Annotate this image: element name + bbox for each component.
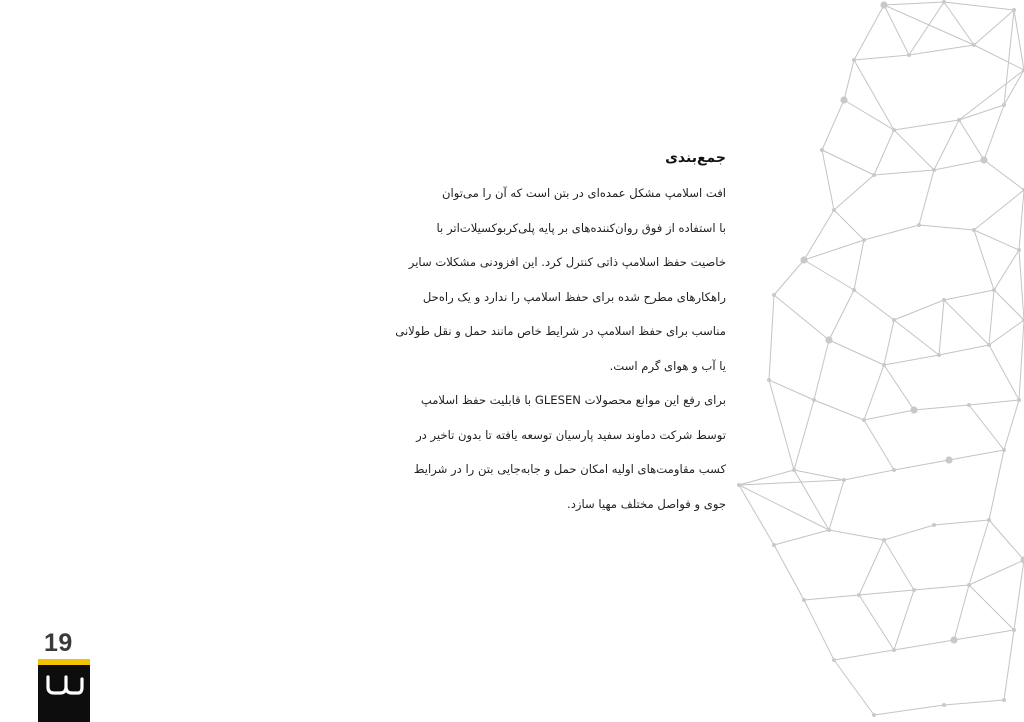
company-logo-icon [44, 671, 84, 697]
body-line: مناسب برای حفظ اسلامپ در شرایط خاص مانند حمل و نقل طولانی [395, 324, 726, 338]
page-number: 19 [44, 629, 73, 657]
body-line: خاصیت حفظ اسلامپ ذاتی کنترل کرد. این افزودنی مشکلات سایر [408, 255, 726, 269]
body-line: راهکارهای مطرح شده برای حفظ اسلامپ را ندارد و یک راه‌حل [422, 289, 726, 304]
body-line: یا آب و هوای گرم است. [609, 358, 726, 373]
body-line: برای رفع این موانع محصولات GLESEN با قابلیت حفظ اسلامپ [420, 393, 726, 407]
logo-block [38, 659, 90, 722]
logo-accent-stripe [38, 659, 90, 665]
body-line: با استفاده از فوق روان‌کننده‌های بر پایه پلی‌کربوکسیلات‌اتر با [436, 220, 726, 235]
section-title: جمع‌بندی [665, 150, 726, 166]
body-line: افت اسلامپ مشکل عمده‌ای در بتن است که آن را می‌توان [441, 186, 726, 200]
body-line: توسط شرکت دماوند سفید پارسیان توسعه یافته تا بدون تاخیر در [416, 427, 726, 442]
polygon-network-decoration [734, 0, 1024, 722]
body-paragraph [330, 176, 726, 521]
body-line: کسب مقاومت‌های اولیه امکان حمل و جابه‌جایی بتن را در شرایط [413, 462, 726, 476]
summary-section [330, 150, 726, 521]
body-line: جوی و فواصل مختلف مهیا سازد. [567, 496, 726, 511]
